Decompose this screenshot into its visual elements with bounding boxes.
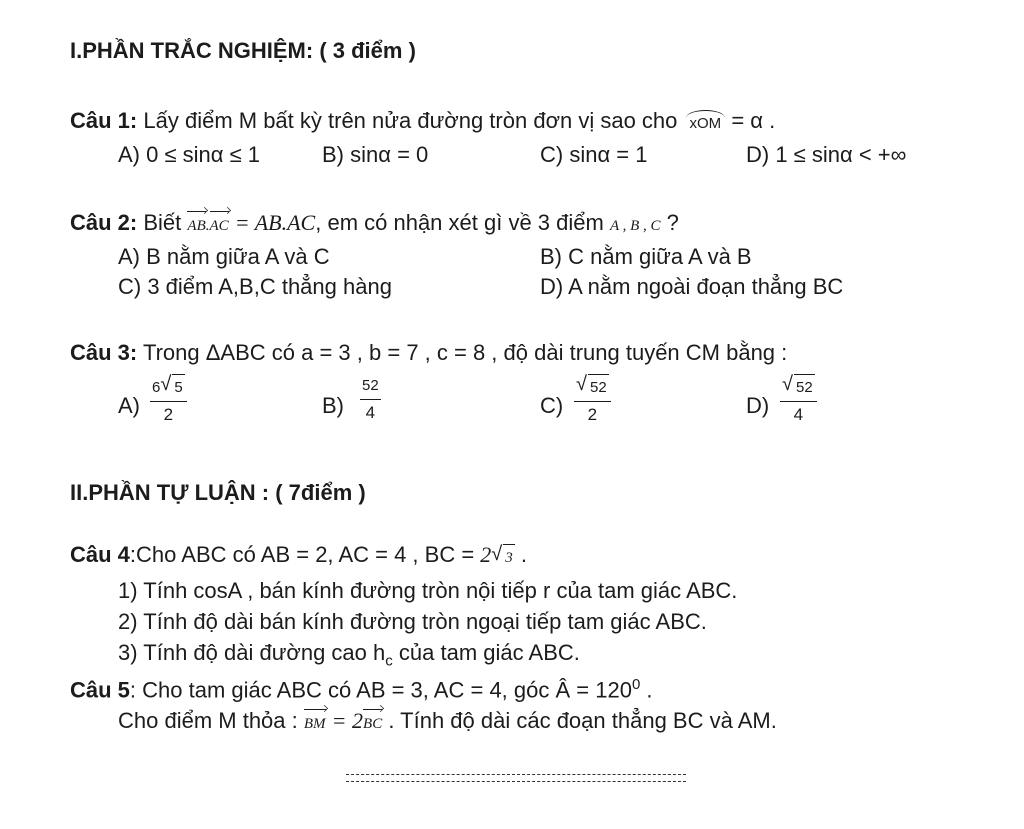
question-2-eq: = AB.AC bbox=[234, 210, 316, 235]
question-1-tail: = α . bbox=[731, 108, 776, 133]
question-4-stem bbox=[70, 542, 527, 571]
dot-sign: . bbox=[205, 218, 210, 234]
question-2-label: Câu 2: bbox=[70, 210, 138, 235]
q3-option-a-fraction bbox=[150, 373, 187, 428]
question-2-stem bbox=[70, 210, 679, 239]
section-2-title: II.PHẦN TỰ LUẬN : ( 7điểm ) bbox=[70, 480, 366, 505]
q4-item-3-text: 3) Tính độ dài đường cao h bbox=[118, 640, 386, 665]
question-2-mark: ? bbox=[666, 210, 679, 235]
question-3-text: Trong ΔABC có a = 3 , b = 7 , c = 8 , độ dài trung tuyến CM bằng : bbox=[142, 340, 788, 365]
question-1-text: Lấy điểm M bất kỳ trên nửa đường tròn đơn vị sao cho bbox=[143, 108, 678, 133]
q4-item-3-subscript: c bbox=[385, 652, 393, 670]
q2-option-c: C) 3 điểm A,B,C thẳng hàng bbox=[118, 274, 392, 299]
question-2-text: , em có nhận xét gì về 3 điểm bbox=[315, 210, 604, 235]
question-4-end: . bbox=[520, 542, 528, 567]
question-1-stem bbox=[70, 108, 775, 137]
degree-superscript: 0 bbox=[631, 676, 641, 693]
q3-b-denominator: 4 bbox=[365, 403, 376, 422]
question-2-points: A , B , C bbox=[609, 218, 661, 234]
q4-item-3 bbox=[118, 640, 580, 674]
question-5-line2-tail: . Tính độ dài các đoạn thẳng BC và AM. bbox=[388, 708, 777, 733]
q3-option-c-fraction bbox=[574, 373, 611, 428]
q3-option-b-label: B) bbox=[322, 393, 344, 418]
question-1-label: Câu 1: bbox=[70, 108, 138, 133]
q2-option-d: D) A nằm ngoài đoạn thẳng BC bbox=[540, 274, 844, 299]
vector-ab: AB bbox=[187, 213, 205, 239]
q1-option-a: A) 0 ≤ sinα ≤ 1 bbox=[118, 142, 261, 167]
q1-option-b: B) sinα = 0 bbox=[322, 142, 429, 167]
q3-d-radicand: 52 bbox=[794, 374, 815, 401]
end-divider bbox=[346, 772, 686, 786]
question-3-label: Câu 3: bbox=[70, 340, 138, 365]
q4-item-3-tail: của tam giác ABC. bbox=[398, 640, 580, 665]
angle-xom: xOM bbox=[686, 110, 726, 137]
question-5-text: : Cho tam giác ABC có AB = 3, AC = 4, góc Â = 120 bbox=[129, 677, 632, 703]
q3-option-d-fraction bbox=[780, 373, 817, 428]
q1-option-c: C) sinα = 1 bbox=[540, 142, 648, 167]
bc-radicand: 3 bbox=[503, 544, 515, 571]
question-5-eq: = 2 bbox=[331, 708, 364, 733]
question-4-text: :Cho ABC có AB = 2, AC = 4 , BC = bbox=[129, 542, 475, 567]
question-5-end: . bbox=[646, 677, 653, 703]
q3-option-a-label: A) bbox=[118, 393, 140, 418]
q1-option-d: D) 1 ≤ sinα < +∞ bbox=[746, 142, 907, 167]
q4-item-1: 1) Tính cosA , bán kính đường tròn nội tiếp r của tam giác ABC. bbox=[118, 578, 738, 603]
vector-ac: AC bbox=[210, 213, 229, 239]
q3-option-b-fraction bbox=[360, 373, 381, 426]
q3-c-denominator: 2 bbox=[587, 405, 598, 424]
question-5-stem bbox=[70, 672, 653, 703]
q3-a-radicand: 5 bbox=[172, 374, 184, 401]
vector-bm: BM bbox=[304, 711, 326, 737]
q3-b-numerator: 52 bbox=[360, 373, 381, 400]
question-5-line2-pre: Cho điểm M thỏa : bbox=[118, 708, 298, 733]
question-2-pre: Biết bbox=[143, 210, 182, 235]
q3-a-denominator: 2 bbox=[163, 405, 174, 424]
q3-c-radicand: 52 bbox=[588, 374, 609, 401]
q2-option-a: A) B nằm giữa A và C bbox=[118, 244, 330, 269]
q3-a-coef: 6 bbox=[152, 379, 161, 396]
q4-item-2: 2) Tính độ dài bán kính đường tròn ngoại tiếp tam giác ABC. bbox=[118, 609, 707, 634]
q3-d-denominator: 4 bbox=[793, 405, 804, 424]
question-5-line-2 bbox=[118, 708, 777, 737]
q2-option-b: B) C nằm giữa A và B bbox=[540, 244, 752, 269]
q3-option-c-label: C) bbox=[540, 393, 564, 418]
q3-option-d-label: D) bbox=[746, 393, 770, 418]
question-4-label: Câu 4 bbox=[70, 542, 130, 567]
question-3-stem bbox=[70, 340, 787, 366]
question-5-label: Câu 5 bbox=[70, 677, 130, 703]
bc-coef: 2 bbox=[480, 542, 492, 567]
vector-bc: BC bbox=[363, 711, 382, 737]
section-1-title: I.PHẦN TRẮC NGHIỆM: ( 3 điểm ) bbox=[70, 38, 416, 63]
